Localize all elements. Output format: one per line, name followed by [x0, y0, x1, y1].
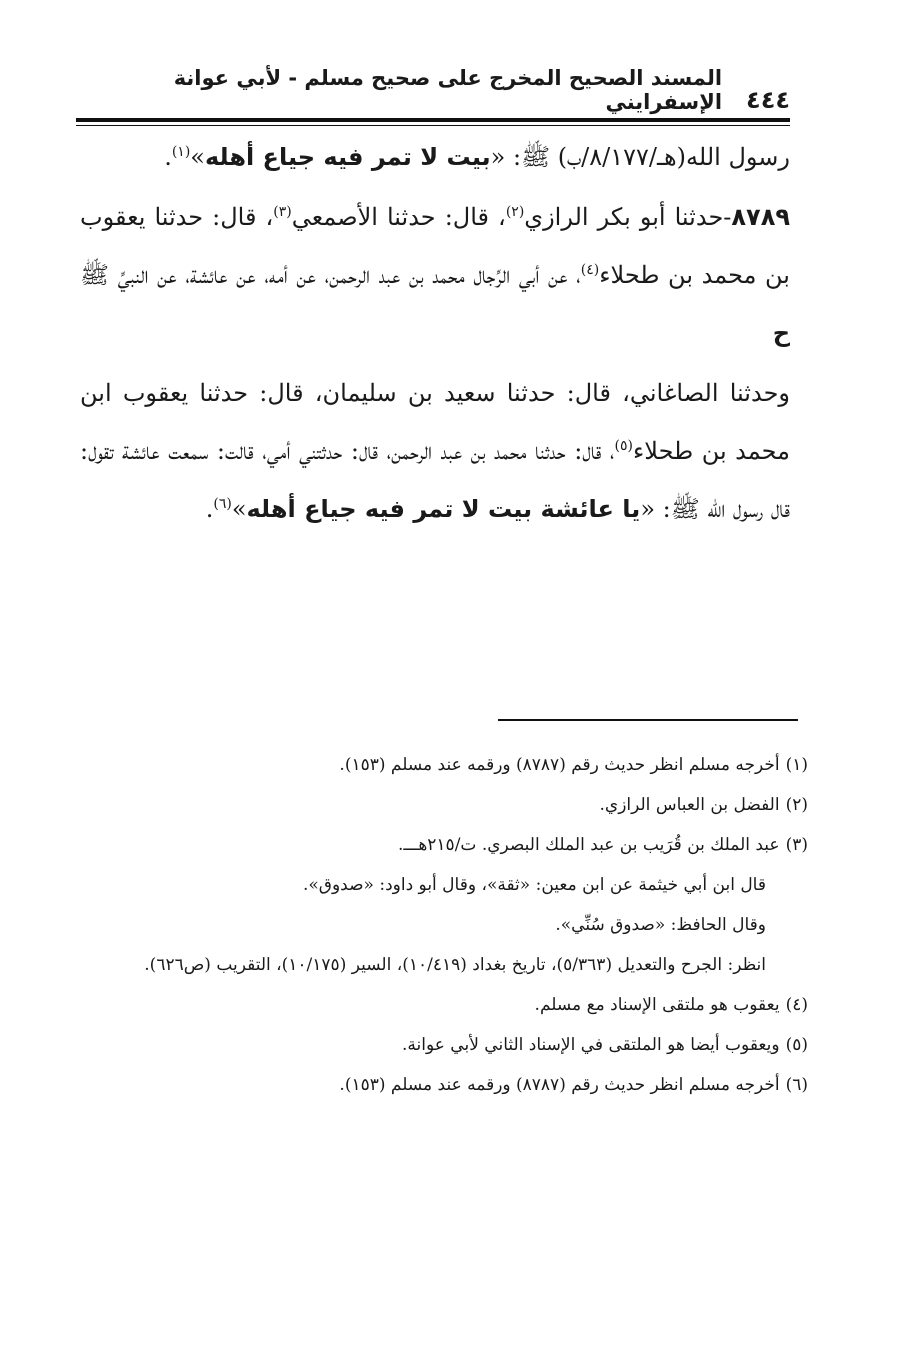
- footnote-5: (٥)ويعقوب أيضا هو الملتقى في الإسناد الثاني لأبي عوانة.: [401, 1035, 808, 1055]
- footnotes: [80, 745, 808, 1105]
- footnote-4: (٤)يعقوب هو ملتقى الإسناد مع مسلم.: [534, 995, 808, 1015]
- footnote-3-line-4: انظر: الجرح والتعديل (٥/٣٦٣)، تاريخ بغداد (١٠/٤١٩)، السير (١٠/١٧٥)، التقريب (ص٦٢٦).: [144, 955, 766, 975]
- paragraph-3: وحدثنا الصاغاني، قال: حدثنا سعيد بن سليمان، قال: حدثنا يعقوب ابن محمد بن طحلاء$^{(٥)}$، قال: حدثنا محمد بن عبد الرحمن، قال: حدثتني أمي، قالت: سمعت عائشة تقول: قال رسول الله ﷺ: «يا عائشة بيت لا تمر فيه جياع أهله»$^{(٦)}$.: [80, 379, 790, 523]
- hadith-quote: بيت لا تمر فيه جياع أهله: [204, 143, 491, 171]
- footnote-ref-2: (٢): [505, 204, 525, 220]
- hadith-quote-2: يا عائشة بيت لا تمر فيه جياع أهله: [246, 495, 641, 523]
- header-rule-thick: [76, 118, 790, 122]
- tahwil-mark: ح: [772, 319, 790, 347]
- running-header: [76, 66, 790, 114]
- footnote-ref-5: (٥): [614, 438, 633, 454]
- paragraph-1: رسول الله(هـ/٨/١٧٧/ب) ﷺ: «بيت لا تمر فيه جياع أهله»$^{(١)}$.: [164, 143, 790, 171]
- footnote-3: (٣)عبد الملك بن قُرَيب بن عبد الملك البصري. ت/٢١٥هـــ.: [397, 835, 808, 855]
- footnote-ref-4: (٤): [580, 262, 600, 278]
- footnote-3-line-3: وقال الحافظ: «صدوق سُنِّي».: [555, 915, 766, 935]
- footnote-6: (٦)أخرجه مسلم انظر حديث رقم (٨٧٨٧) ورقمه عند مسلم (١٥٣).: [339, 1075, 808, 1095]
- footnote-3-line-2: قال ابن أبي خيثمة عن ابن معين: «ثقة»، وقال أبو داود: «صدوق».: [302, 875, 766, 895]
- footnote-2: (٢)الفضل بن العباس الرازي.: [599, 795, 808, 815]
- main-text: [80, 128, 790, 538]
- paragraph-2: ٨٧٨٩-حدثنا أبو بكر الرازي$^{(٢)}$، قال: حدثنا الأصمعي$^{(٣)}$، قال: حدثنا يعقوب بن محمد بن طحلاء$^{(٤)}$، عن أبي الرِّجال محمد بن عبد الرحمن، عن أمه، عن عائشة، عن النبيِّ ﷺ ح: [80, 203, 790, 347]
- footnote-ref-3: (٣): [273, 204, 292, 220]
- header-rule-thin: [76, 125, 790, 126]
- footnote-separator: [498, 719, 798, 721]
- footnote-ref-1: (١): [171, 144, 191, 160]
- footnote-1: (١)أخرجه مسلم انظر حديث رقم (٨٧٨٧) ورقمه عند مسلم (١٥٣).: [339, 755, 808, 775]
- hadith-number: ٨٧٨٩: [731, 203, 790, 231]
- page-number: ٤٤٤: [746, 86, 790, 114]
- header-title: المسند الصحيح المخرج على صحيح مسلم - لأبي عوانة الإسفرايني: [173, 66, 723, 114]
- footnote-ref-6: (٦): [213, 496, 232, 512]
